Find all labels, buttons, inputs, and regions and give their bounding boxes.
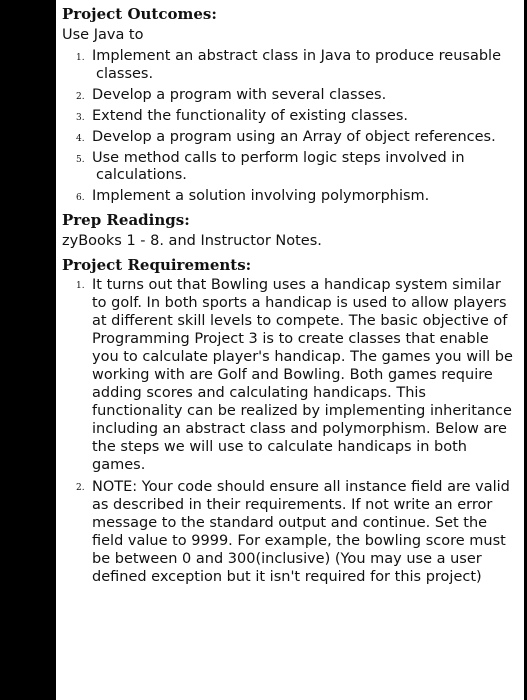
list-number: 1.	[76, 53, 85, 63]
list-text: NOTE: Your code should ensure all instance field are valid as described in their requirements. If not write an error message to the standard output and continue. Set the field value to 9999. For example, the bowling score must be between 0 and 300(inclusive) (You may use a user defined exception but it isn't required for this project)	[92, 479, 510, 585]
list-item	[62, 129, 518, 147]
list-text: Use method calls to perform logic steps involved in calculations.	[92, 149, 465, 183]
list-number: 2.	[76, 91, 85, 102]
list-text: It turns out that Bowling uses a handicap system similar to golf. In both sports a handicap is used to allow players at different skill levels to compete. The basic objective of Programming Project 3 is to create classes that enable you to calculate player's handicap. The games you will be working with are Golf and Bowling. Both games require adding scores and calculating handicaps. This functionality can be realized by implementing inheritance including an abstract class and polymorphism. Below are the steps we will use to calculate handicaps in both games.	[92, 277, 513, 473]
list-number: 3.	[76, 112, 85, 123]
list-item	[62, 276, 518, 474]
list-number: 4.	[76, 133, 85, 144]
list-item	[62, 150, 518, 185]
document-page	[56, 0, 524, 700]
outcomes-heading: Project Outcomes:	[62, 5, 217, 23]
list-item	[62, 108, 518, 126]
list-number: 1.	[76, 281, 85, 291]
document-content	[62, 3, 518, 590]
list-text: Implement a solution involving polymorphism.	[92, 188, 430, 204]
list-item	[62, 48, 518, 83]
list-text: Develop a program using an Array of object references.	[92, 128, 496, 145]
list-number: 6.	[76, 193, 85, 203]
prep-text: zyBooks 1 - 8. and Instructor Notes.	[62, 233, 322, 249]
list-item	[62, 478, 518, 586]
list-item	[62, 188, 518, 206]
list-number: 2.	[76, 483, 85, 493]
list-text: Extend the functionality of existing classes.	[92, 107, 409, 124]
requirements-list	[62, 276, 518, 586]
list-text: Implement an abstract class in Java to produce reusable classes.	[92, 48, 502, 82]
list-number: 5.	[76, 154, 85, 165]
requirements-heading: Project Requirements:	[62, 256, 252, 274]
outcomes-list	[62, 48, 518, 206]
list-text: Develop a program with several classes.	[92, 86, 387, 103]
prep-heading: Prep Readings:	[62, 211, 190, 229]
list-item	[62, 87, 518, 105]
outcomes-intro: Use Java to	[62, 27, 144, 43]
